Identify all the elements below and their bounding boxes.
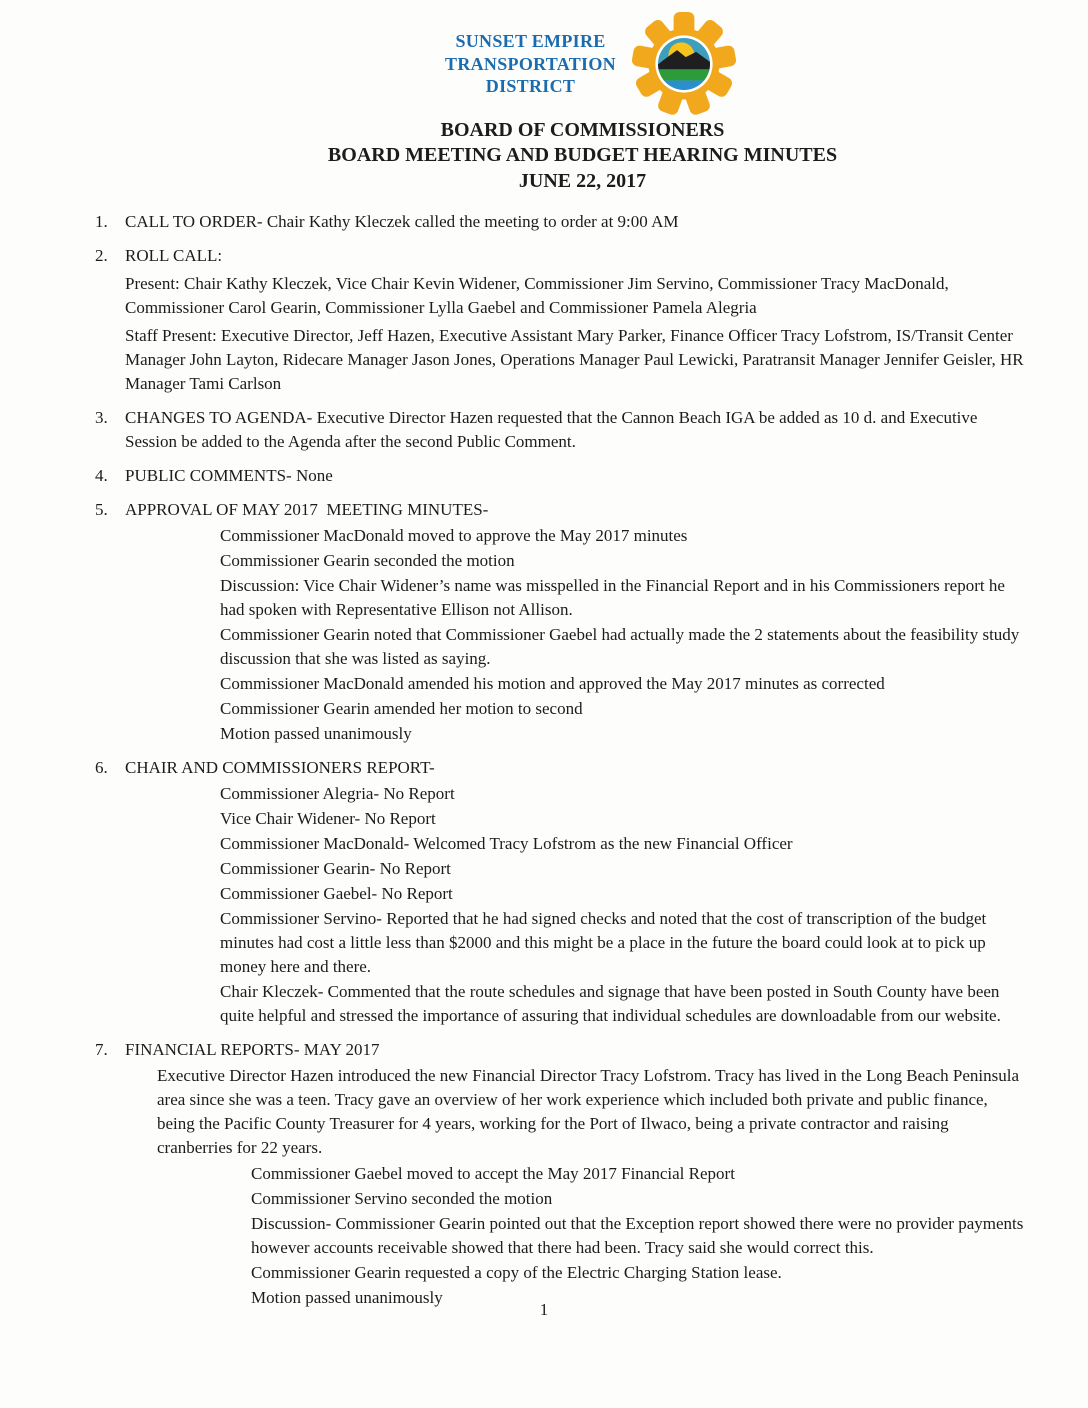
- title-line-meeting: BOARD MEETING AND BUDGET HEARING MINUTES: [327, 144, 838, 167]
- roll-call-staff-present: Staff Present: Executive Director, Jeff Hazen, Executive Assistant Mary Parker, Finance Officer Tracy Lofstrom, IS/Transit Center Manager John Layton, Ridecare Manager Jason Jones, Operations Manager Paul Lewicki, Paratransit Manager Jennifer Geisler, HR Manager Tami Carlson: [125, 326, 1024, 394]
- org-name-line-1: SUNSET EMPIRE: [455, 30, 606, 51]
- item-number: 3.: [95, 408, 108, 428]
- item-title: CHANGES TO AGENDA- Executive Director Hazen requested that the Cannon Beach IGA be added as 10 d. and Executive Session be added to the Agenda after the second Public Comment.: [125, 408, 982, 452]
- roll-call-present: Present: Chair Kathy Kleczek, Vice Chair Kevin Widener, Commissioner Jim Servino, Commissioner Tracy MacDonald, Commissioner Carol Gearin, Commissioner Lylla Gaebel and Commissioner Pamela Alegria: [125, 274, 949, 318]
- minutes-line: Commissioner Gaebel moved to accept the May 2017 Financial Report: [251, 1164, 735, 1184]
- minutes-line: Motion passed unanimously: [220, 724, 412, 744]
- minutes-line: Commissioner Gearin- No Report: [220, 859, 451, 879]
- item-roll-call: [95, 244, 1026, 396]
- minutes-line: Commissioner Gearin seconded the motion: [220, 551, 515, 571]
- item-title: FINANCIAL REPORTS- MAY 2017: [125, 1040, 380, 1060]
- item-number: 5.: [95, 500, 108, 520]
- financial-reports-intro: Executive Director Hazen introduced the new Financial Director Tracy Lofstrom. Tracy has lived in the Long Beach Peninsula area since she was a teen. Tracy gave an overview of her work experience which included both private and public finance, being the Pacific County Treasurer for 4 years, working for the Port of Ilwaco, being a private contractor and raising cranberries for 22 years.: [157, 1066, 1020, 1158]
- minutes-line: Commissioner Gaebel- No Report: [220, 884, 453, 904]
- minutes-line: Commissioner MacDonald- Welcomed Tracy Lofstrom as the new Financial Officer: [220, 834, 793, 854]
- approval-sublines: [220, 524, 1026, 746]
- minutes-line: Commissioner MacDonald amended his motion and approved the May 2017 minutes as corrected: [220, 674, 885, 694]
- gear-landscape-logo: [632, 12, 736, 116]
- minutes-line: Commissioner Servino- Reported that he had signed checks and noted that the cost of transcription of the budget minutes had cost a little less than $2000 and this might be a place in the future the board could look at to pick up money here and there.: [220, 909, 987, 977]
- page-number: 1: [539, 1300, 549, 1319]
- item-title: PUBLIC COMMENTS- None: [125, 466, 333, 486]
- minutes-line: Commissioner MacDonald moved to approve the May 2017 minutes: [220, 526, 688, 546]
- minutes-line: Commissioner Gearin amended her motion to second: [220, 699, 583, 719]
- item-number: 7.: [95, 1040, 108, 1060]
- org-name: [445, 30, 616, 98]
- minutes-line: Discussion: Vice Chair Widener’s name was misspelled in the Financial Report and in his Commissioners report he had spoken with Representative Ellison not Allison.: [220, 576, 1005, 620]
- item-chair-commissioners-report: [95, 756, 1026, 1028]
- item-approval-of-minutes: [95, 498, 1026, 746]
- minutes-line: Commissioner Gearin noted that Commissioner Gaebel had actually made the 2 statements about the feasibility study discussion that she was listed as saying.: [220, 625, 1020, 669]
- org-name-line-3: DISTRICT: [485, 76, 576, 97]
- org-name-line-2: TRANSPORTATION: [445, 53, 616, 74]
- item-title: CALL TO ORDER- Chair Kathy Kleczek called the meeting to order at 9:00 AM: [125, 212, 679, 232]
- item-number: 2.: [95, 246, 108, 266]
- district-logo: [632, 12, 736, 116]
- minutes-line: Vice Chair Widener- No Report: [220, 809, 436, 829]
- minutes-line: Discussion- Commissioner Gearin pointed out that the Exception report showed there were no provider payments however accounts receivable showed that there had been. Tracy said she would correct this.: [251, 1214, 1024, 1258]
- item-financial-reports: [95, 1038, 1026, 1310]
- minutes-line: Chair Kleczek- Commented that the route schedules and signage that have been posted in South County have been quite helpful and stressed the importance of assuring that individual schedules are downloadable from our website.: [220, 982, 1001, 1026]
- item-public-comments: [95, 464, 1026, 488]
- financial-reports-sublines: [251, 1162, 1026, 1310]
- item-title: ROLL CALL:: [125, 246, 223, 266]
- title-line-board: BOARD OF COMMISSIONERS: [440, 119, 725, 141]
- minutes-line: Commissioner Gearin requested a copy of the Electric Charging Station lease.: [251, 1263, 782, 1283]
- commissioners-report-sublines: [220, 782, 1026, 1028]
- item-number: 6.: [95, 758, 108, 778]
- item-call-to-order: [95, 210, 1026, 234]
- item-number: 4.: [95, 466, 108, 486]
- title-line-date: JUNE 22, 2017: [518, 169, 647, 192]
- minutes-line: Motion passed unanimously: [251, 1288, 443, 1308]
- minutes-line: Commissioner Alegria- No Report: [220, 784, 455, 804]
- item-changes-to-agenda: [95, 406, 1026, 454]
- item-title: APPROVAL OF MAY 2017 MEETING MINUTES-: [125, 500, 489, 520]
- field-shape: [656, 69, 711, 80]
- minutes-line: Commissioner Servino seconded the motion: [251, 1189, 553, 1209]
- minutes-items: [95, 210, 1026, 1310]
- letterhead: [125, 12, 1056, 116]
- document-title: [117, 118, 1048, 194]
- item-title: CHAIR AND COMMISSIONERS REPORT-: [125, 758, 435, 778]
- item-number: 1.: [95, 212, 108, 232]
